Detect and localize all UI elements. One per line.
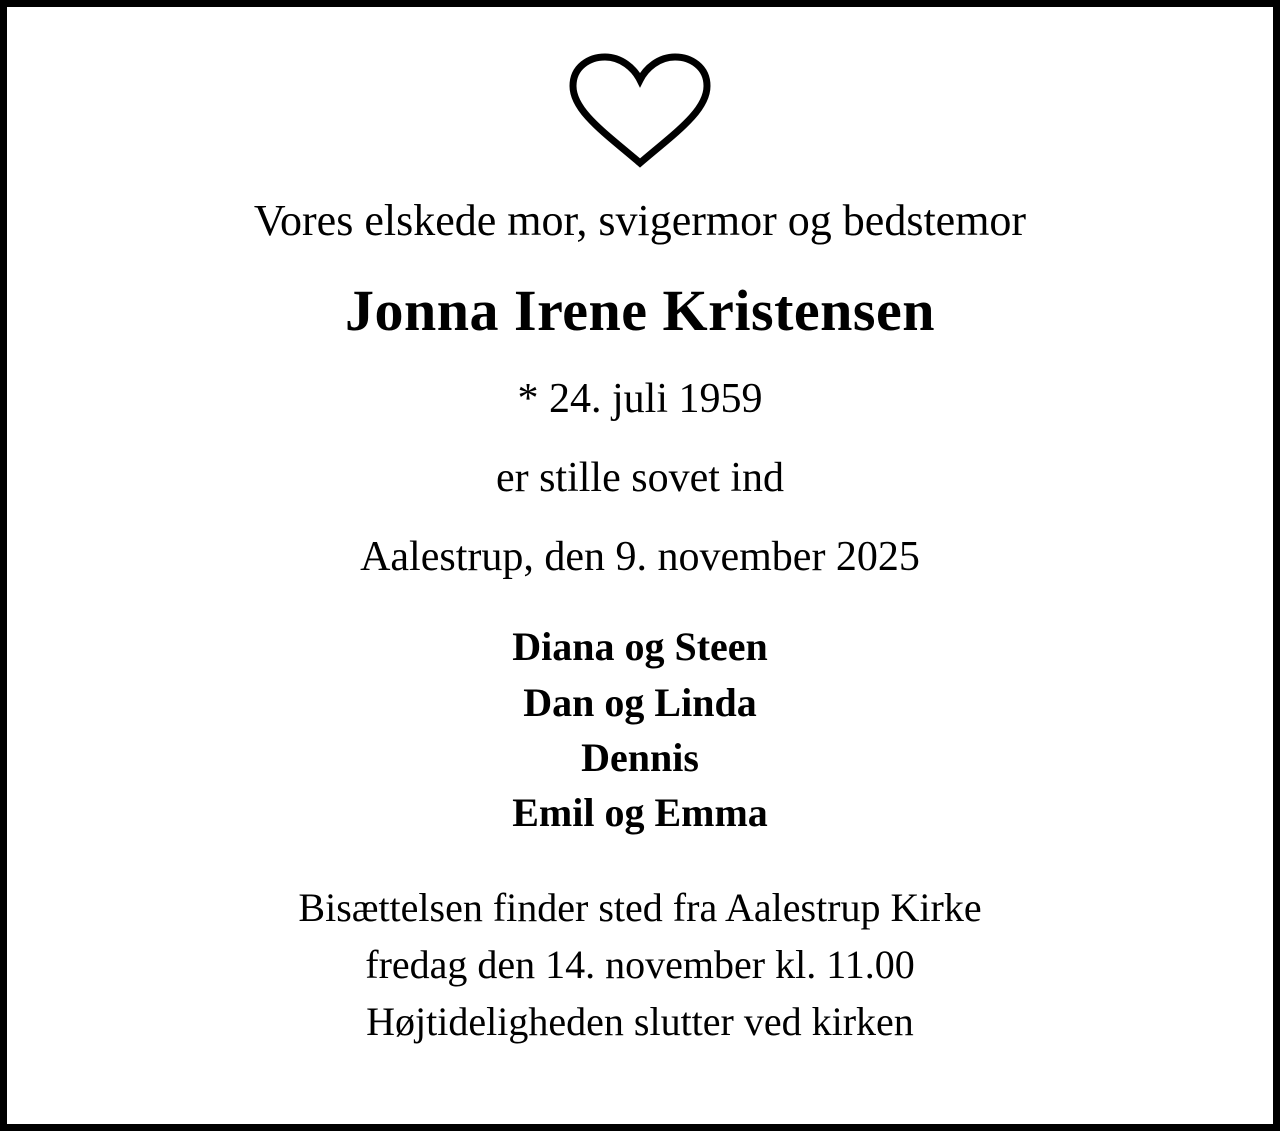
list-item: Dan og Linda — [523, 679, 757, 725]
list-item: Dennis — [581, 734, 699, 780]
service-details — [7, 880, 1273, 1050]
passing-phrase: er stille sovet ind — [495, 455, 785, 502]
heart-icon — [7, 53, 1273, 168]
service-line: fredag den 14. november kl. 11.00 — [365, 941, 915, 987]
place-and-date-of-death: Aalestrup, den 9. november 2025 — [360, 534, 920, 581]
deceased-name: Jonna Irene Kristensen — [345, 278, 935, 344]
intro-text: Vores elskede mor, svigermor og bedstemor — [253, 196, 1027, 245]
list-item: Emil og Emma — [512, 789, 768, 835]
survivors-list — [7, 619, 1273, 840]
list-item: Diana og Steen — [512, 624, 768, 670]
birth-date: * 24. juli 1959 — [517, 376, 763, 423]
service-line: Højtideligheden slutter ved kirken — [366, 998, 914, 1044]
service-line: Bisættelsen finder sted fra Aalestrup Kirke — [298, 885, 982, 931]
